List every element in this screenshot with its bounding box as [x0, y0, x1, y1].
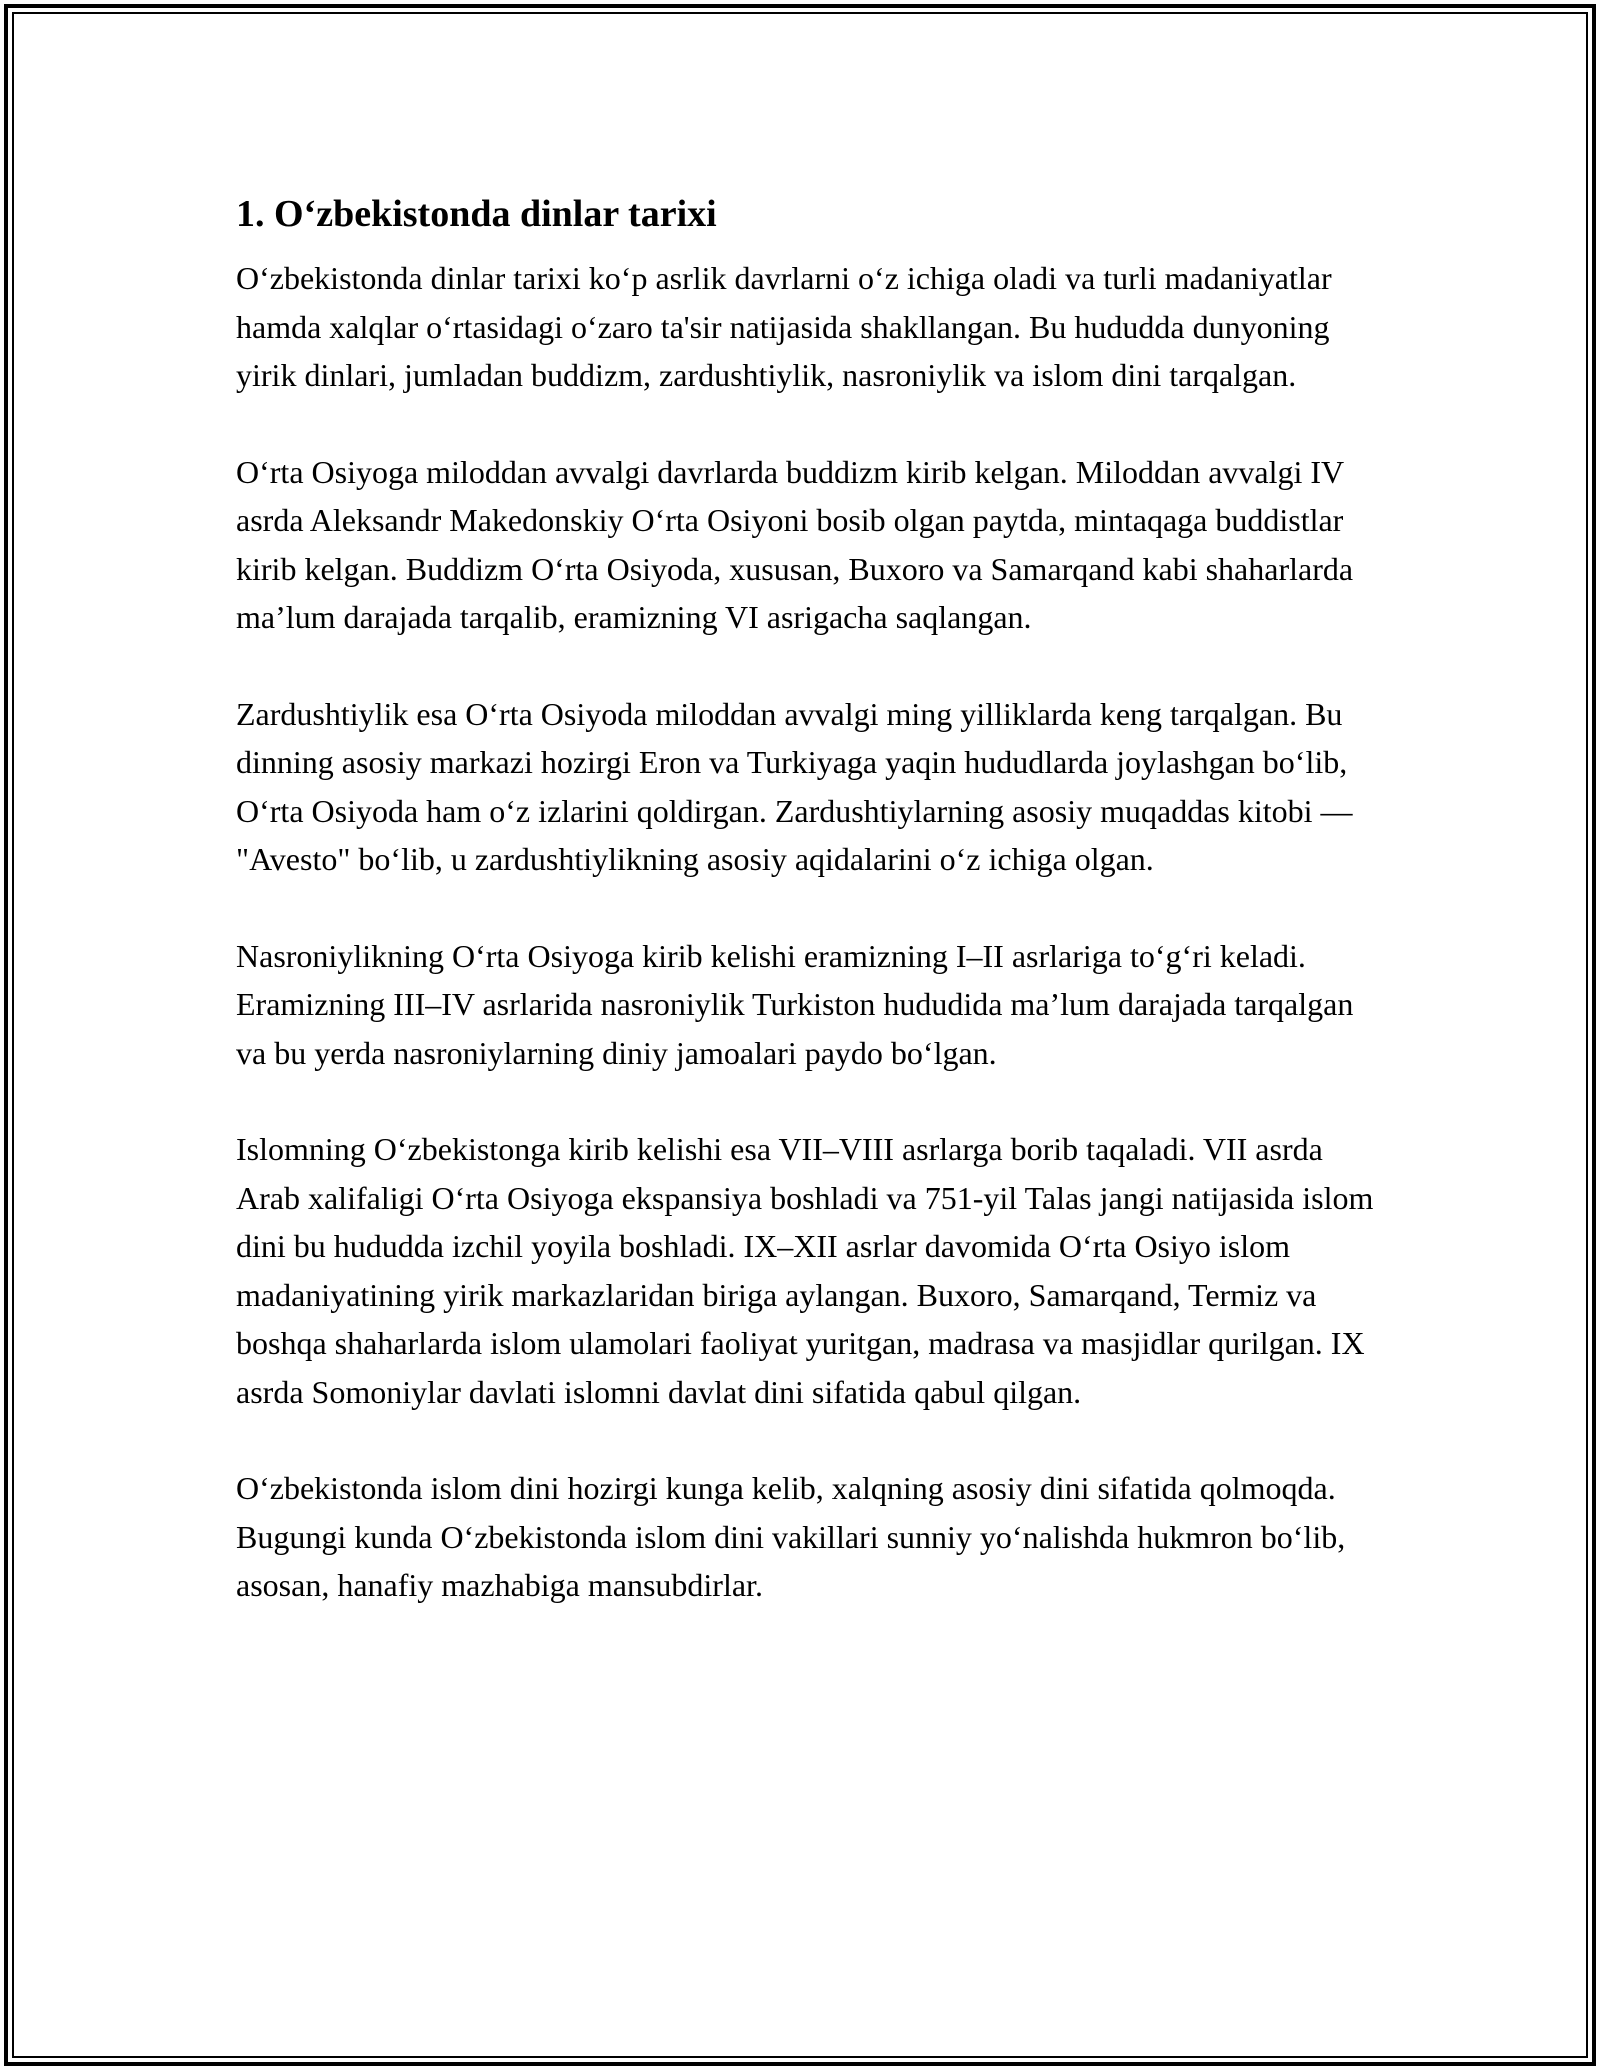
- paragraph-islam-arrival: Islomning O‘zbekistonga kirib kelishi esa VII–VIII asrlarga borib taqaladi. VII asrda Arab xalifaligi O‘rta Osiyoga ekspansiya boshladi va 751-yil Talas jangi natijasida islom dini bu hududda izchil yoyila boshladi. IX–XII asrlar davomida O‘rta Osiyo islom madaniyatining yirik markazlaridan biriga aylangan. Buxoro, Samarqand, Termiz va boshqa shaharlarda islom ulamolari faoliyat yuritgan, madrasa va masjidlar qurilgan. IX asrda Somoniylar davlati islomni davlat dini sifatida qabul qilgan.: [236, 1131, 1374, 1410]
- paragraph-christianity: Nasroniylikning O‘rta Osiyoga kirib kelishi eramizning I–II asrlariga to‘g‘ri keladi. Eramizning III–IV asrlarida nasroniylik Turkiston hududida ma’lum darajada tarqalgan va bu yerda nasroniylarning diniy jamoalari paydo bo‘lgan.: [236, 937, 1354, 1071]
- paragraph-buddhism: O‘rta Osiyoga miloddan avvalgi davrlarda buddizm kirib kelgan. Miloddan avvalgi IV asrda Aleksandr Makedonskiy O‘rta Osiyoni bosib olgan paytda, mintaqaga buddistlar kirib kelgan. Buddizm O‘rta Osiyoda, xususan, Buxoro va Samarqand kabi shaharlarda ma’lum darajada tarqalib, eramizning VI asrigacha saqlangan.: [236, 453, 1354, 635]
- paragraph-intro: O‘zbekistonda dinlar tarixi ko‘p asrlik davrlarni o‘z ichiga oladi va turli madaniyatlar hamda xalqlar o‘rtasidagi o‘zaro ta'sir natijasida shakllangan. Bu hududda dunyoning yirik dinlari, jumladan buddizm, zardushtiylik, nasroniylik va islom dini tarqalgan.: [236, 260, 1332, 393]
- section-heading: 1. O‘zbekistonda dinlar tarixi: [236, 193, 717, 235]
- document-body: [236, 188, 1386, 1658]
- paragraph-islam-today: O‘zbekistonda islom dini hozirgi kunga kelib, xalqning asosiy dini sifatida qolmoqda. Bugungi kunda O‘zbekistonda islom dini vakillari sunniy yo‘nalishda hukmron bo‘lib, asosan, hanafiy mazhabiga mansubdirlar.: [236, 1470, 1346, 1603]
- paragraph-zoroastrianism: Zardushtiylik esa O‘rta Osiyoda miloddan avvalgi ming yilliklarda keng tarqalgan. Bu dinning asosiy markazi hozirgi Eron va Turkiyaga yaqin hududlarda joylashgan bo‘lib, O‘rta Osiyoda ham o‘z izlarini qoldirgan. Zardushtiylarning asosiy muqaddas kitobi — "Avesto" bo‘lib, u zardushtiylikning asosiy aqidalarini o‘z ichiga olgan.: [236, 695, 1353, 877]
